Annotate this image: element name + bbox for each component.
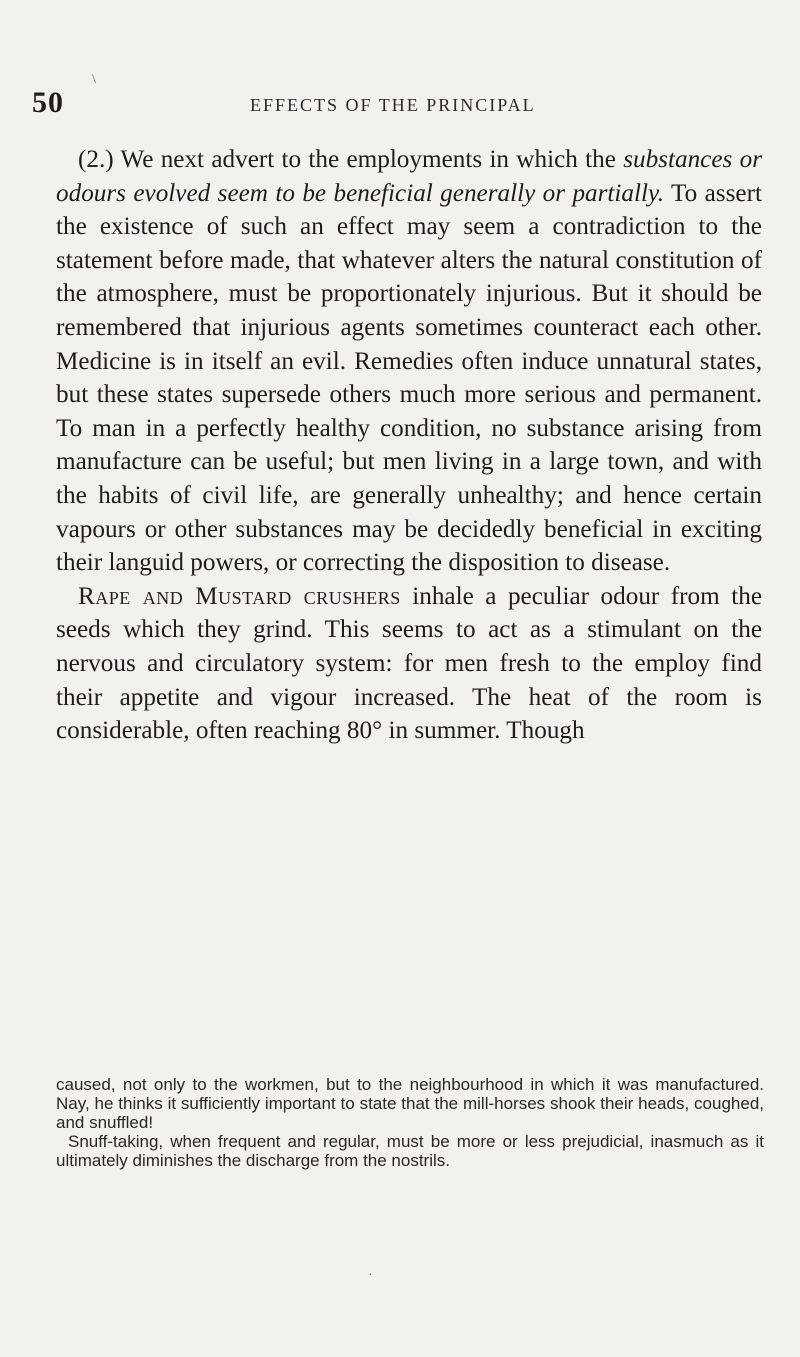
page-header <box>0 86 800 126</box>
paragraph-1-italic: substances or odours evolved seem to be beneficial generally or partially. <box>56 146 762 207</box>
main-text <box>56 143 762 748</box>
footnote-para-2: Snuff-taking, when frequent and regular, must be more or less prejudicial, inasmuch as it ultimately diminishes the discharge from the nostrils. <box>56 1132 764 1170</box>
running-head: EFFECTS OF THE PRINCIPAL <box>250 95 536 115</box>
footnote-para-1: caused, not only to the workmen, but to the neighbourhood in which it was manufactured. Nay, he thinks it sufficiently important to state that the mill-horses shook their heads, coughed, and snuffled! <box>56 1075 764 1132</box>
paragraph-2-rest: inhale a peculiar odour from the seeds which they grind. This seems to act as a stimulant on the nervous and circulatory system: for men fresh to the employ find their appetite and vigour increased. The heat of the room is considerable, often reaching 80° in summer. Though <box>56 582 762 745</box>
paragraph-1-rest: To assert the existence of such an effect may seem a contradiction to the statement before made, that whatever alters the natural constitution of the atmosphere, must be proportionately injurious. But it should be remembered that injurious agents sometimes counteract each other. Medicine is in itself an evil. Remedies often induce unnatural states, but these states supersede others much more serious and permanent. To man in a perfectly healthy condition, no substance arising from manufacture can be useful; but men living in a large town, and with the habits of civil life, are generally unhealthy; and hence certain vapours or other substances may be decidedly beneficial in exciting their languid powers, or correcting the disposition to disease. <box>56 179 762 577</box>
page-number: 50 <box>32 86 64 119</box>
paragraph-1 <box>56 143 762 580</box>
stray-mark: \ <box>92 72 96 87</box>
paragraph-2-smallcaps: Rape and Mustard crushers <box>78 582 401 610</box>
paragraph-1-start: (2.) We next advert to the employments in which the <box>78 146 624 173</box>
stray-mark-bottom: · <box>368 1268 373 1283</box>
footnote <box>56 1075 764 1170</box>
paragraph-2 <box>56 580 762 748</box>
